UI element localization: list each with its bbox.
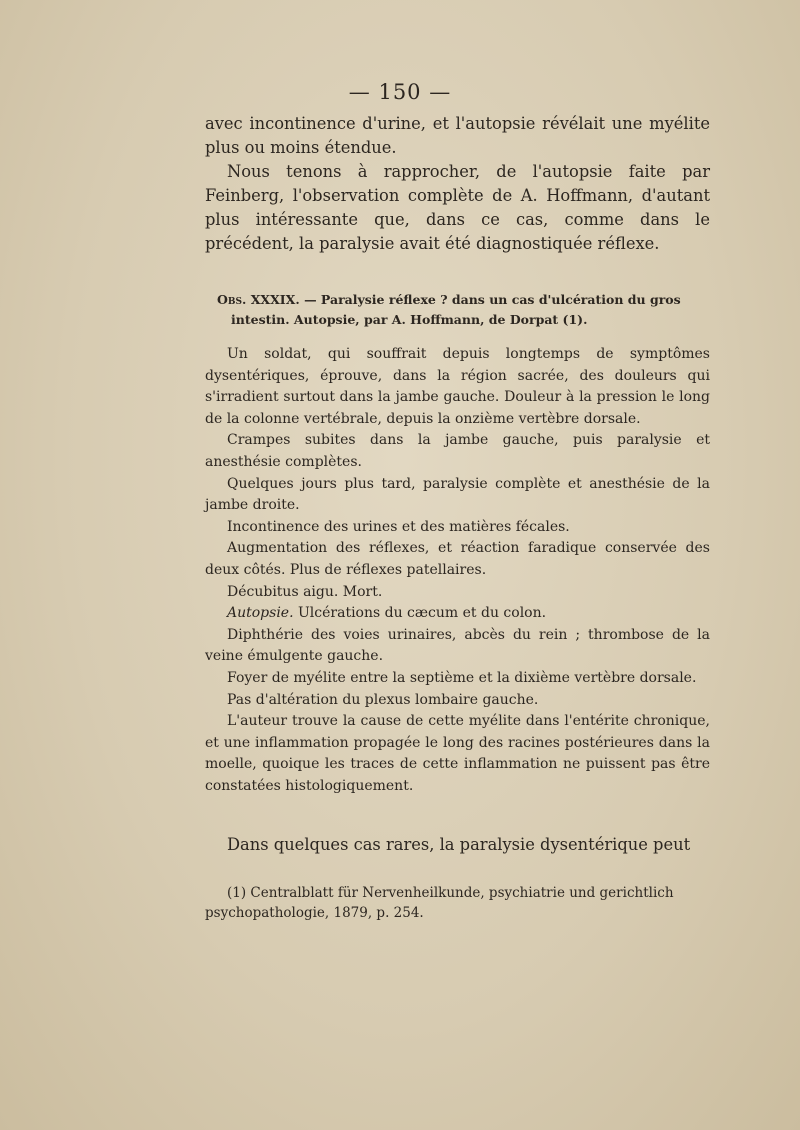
intro-paragraph-2: Nous tenons à rapprocher, de l'autopsie faite par Feinberg, l'observation complète de A. Hoffmann, d'autant plus intéressante que, dans ce cas, comme dans le précédent, la paralysie avait été diagnostiquée réflexe. bbox=[205, 162, 710, 253]
autopsy-text: Ulcérations du cæcum et du colon. bbox=[298, 605, 547, 622]
case-paragraph-10: L'auteur trouve la cause de cette myélite dans l'entérite chronique, et une inflammation propagée le long des racines postérieures dans la moelle, quoique les traces de cette inflammation ne puissent pas être constatées histologiquement. bbox=[205, 713, 710, 794]
case-paragraph-5: Augmentation des réflexes, et réaction faradique conservée des deux côtés. Plus de réflexes patellaires. bbox=[205, 540, 710, 578]
case-paragraph-4: Incontinence des urines et des matières fécales. bbox=[227, 518, 570, 535]
case-paragraph-6: Décubitus aigu. Mort. bbox=[227, 583, 383, 600]
observation-title-continued: intestin. Autopsie, par A. Hoffmann, de Dorpat (1). bbox=[231, 312, 588, 327]
intro-paragraph-1: avec incontinence d'urine, et l'autopsie révélait une myélite plus ou moins étendue. bbox=[205, 114, 710, 157]
footnote: (1) Centralblatt für Nervenheilkunde, psychiatrie und gerichtlich psychopathologie, 1879, p. 254. bbox=[205, 885, 674, 922]
case-paragraph-9: Pas d'altération du plexus lombaire gauche. bbox=[227, 691, 539, 708]
observation-label: Obs. XXXIX. bbox=[217, 292, 300, 307]
case-paragraph-2: Crampes subites dans la jambe gauche, puis paralysie et anesthésie complètes. bbox=[205, 432, 710, 470]
case-paragraph-8: Foyer de myélite entre la septième et la dixième vertèbre dorsale. bbox=[227, 669, 697, 686]
autopsy-paragraph bbox=[205, 603, 710, 625]
page-content bbox=[205, 112, 710, 923]
page-number: — 150 — bbox=[348, 80, 452, 104]
observation-heading bbox=[205, 290, 710, 330]
case-paragraph-7: Diphthérie des voies urinaires, abcès du rein ; thrombose de la veine émulgente gauche. bbox=[205, 626, 710, 665]
observation-title: — Paralysie réflexe ? dans un cas d'ulcération du gros bbox=[304, 292, 681, 307]
case-paragraph-1: Un soldat, qui souffrait depuis longtemps de symptômes dysentériques, éprouve, dans la région sacrée, des douleurs qui s'irradient surtout dans la jambe gauche. Douleur à la pression le long de la colonne vertébrale, depuis la onzième vertèbre dorsale. bbox=[205, 346, 710, 427]
closing-paragraph: Dans quelques cas rares, la paralysie dysentérique peut bbox=[227, 835, 691, 855]
case-paragraph-3: Quelques jours plus tard, paralysie complète et anesthésie de la jambe droite. bbox=[205, 475, 710, 514]
autopsy-label: Autopsie. bbox=[227, 605, 294, 622]
